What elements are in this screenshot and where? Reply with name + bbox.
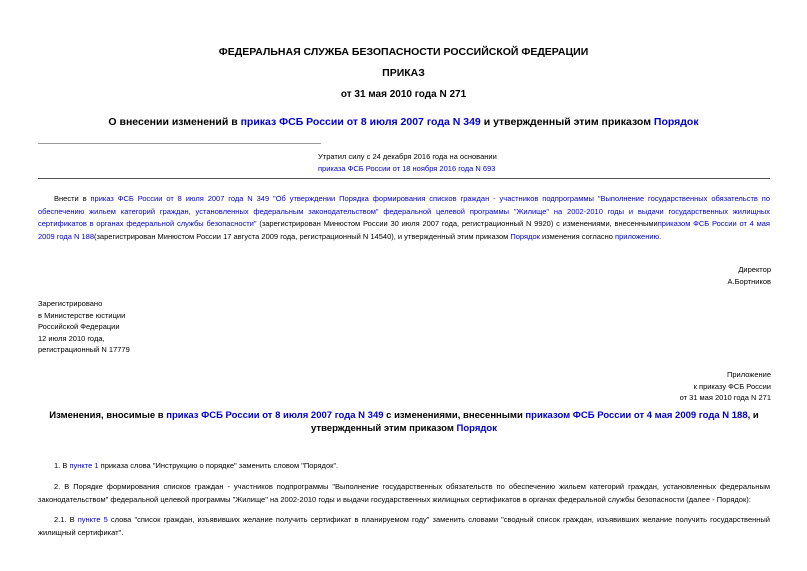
order-188-link[interactable]: приказом ФСБ России от 4 мая 2009 года N 188: [525, 410, 748, 421]
item-2-1: [38, 514, 770, 539]
signature-position: Директор: [738, 265, 771, 274]
registration-line: регистрационный N 17779: [38, 345, 130, 354]
procedure-link[interactable]: Порядок: [510, 231, 540, 241]
doc-date-number: от 31 мая 2010 года N 271: [340, 89, 467, 100]
item-text: приказа слова "Инструкцию о порядке" заменить словом "Порядок".: [98, 461, 339, 470]
doc-title-text: и утвержденный этим приказом: [480, 116, 654, 128]
doc-type: ПРИКАЗ: [382, 67, 425, 79]
item-1: [38, 460, 770, 473]
order-349-link[interactable]: приказ ФСБ России от 8 июля 2007 года N 349: [240, 116, 481, 128]
paragraph-text: (зарегистрирован Минюстом России 17 августа 2009 года, регистрационный N 14540), и утвержденный этим приказом: [94, 231, 511, 241]
registration-block: [38, 298, 130, 356]
order-693-link[interactable]: приказа ФСБ России от 18 ноября 2016 года N 693: [318, 164, 496, 173]
doc-title: [0, 116, 807, 128]
status-note: [318, 151, 497, 175]
paragraph-text: .: [659, 231, 662, 241]
clause-1-link[interactable]: пункте 1: [69, 461, 99, 470]
status-note-text: Утратил силу с 24 декабря 2016 года на основании: [318, 152, 497, 161]
appendix-title: [38, 409, 770, 435]
signature-block: [728, 264, 771, 288]
procedure-link[interactable]: Порядок: [653, 116, 699, 128]
item-text: слова "список граждан, изъявивших желание получить сертификат в планируемом году" заменить словами "сводный список граждан, изъявивших желание получить государственный жилищный сертификат".: [38, 515, 770, 537]
paragraph-text: изменения согласно: [539, 231, 616, 241]
appendix-title-text: с изменениями, внесенными: [383, 410, 526, 421]
signature-name: А.Бортников: [727, 277, 771, 286]
clause-5-link[interactable]: пункте 5: [77, 515, 108, 524]
appendix-title-text: , и утвержденный этим приказом: [311, 410, 759, 434]
item-2: 2. В Порядке формирования списков граждан - участников подпрограммы "Выполнение государственных обязательств по обеспечению жильем категорий граждан, установленных федеральным законодательством" федеральной целевой программы "Жилище" на 2002-2010 годы и выдачи государственных жилищных сертификатов в органах федеральной службы безопасности (далее - Порядок):: [38, 482, 770, 504]
appendix-ref-line: от 31 мая 2010 года N 271: [679, 393, 771, 402]
item-text: 2.1. В: [54, 515, 78, 524]
paragraph-text: (зарегистрирован Минюстом России 30 июля 2007 года, регистрационный N 9920) с изменениями, внесенными: [256, 219, 658, 228]
registration-line: Российской Федерации: [38, 322, 120, 331]
appendix-title-text: Изменения, вносимые в: [49, 410, 167, 421]
procedure-link[interactable]: Порядок: [456, 423, 497, 434]
order-349-full-link[interactable]: приказ ФСБ России от 8 июля 2007 года N 349 "Об утверждении Порядка формирования списков граждан - участников подпрограммы "Выполнение государственных обязательств по обеспечению жильем категорий граждан, установленных федеральным законодательством" федеральной целевой программы "Жилище" на 2002-2010 годы и выдачи государственных жилищных сертификатов в органах федеральной службы безопасности": [38, 194, 770, 228]
item-text: 1. В: [54, 461, 70, 470]
main-paragraph: [38, 193, 770, 243]
registration-line: Зарегистрировано: [38, 299, 103, 308]
appendix-reference: [680, 369, 771, 404]
order-349-link[interactable]: приказ ФСБ России от 8 июля 2007 года N 349: [166, 410, 384, 421]
appendix-link[interactable]: приложению: [615, 231, 660, 241]
divider-short: [38, 143, 321, 144]
divider: [38, 178, 770, 179]
paragraph-text: Внести в: [54, 194, 91, 203]
registration-line: 12 июля 2010 года,: [38, 333, 105, 343]
order-188-link[interactable]: приказом ФСБ России от 4 мая 2009 года N 188: [38, 219, 770, 241]
agency-title: ФЕДЕРАЛЬНАЯ СЛУЖБА БЕЗОПАСНОСТИ РОССИЙСКОЙ ФЕДЕРАЦИИ: [218, 46, 589, 58]
appendix-ref-line: Приложение: [727, 370, 771, 379]
registration-line: в Министерстве юстиции: [38, 310, 126, 320]
doc-title-text: О внесении изменений в: [108, 116, 241, 128]
appendix-ref-line: к приказу ФСБ России: [693, 381, 771, 391]
